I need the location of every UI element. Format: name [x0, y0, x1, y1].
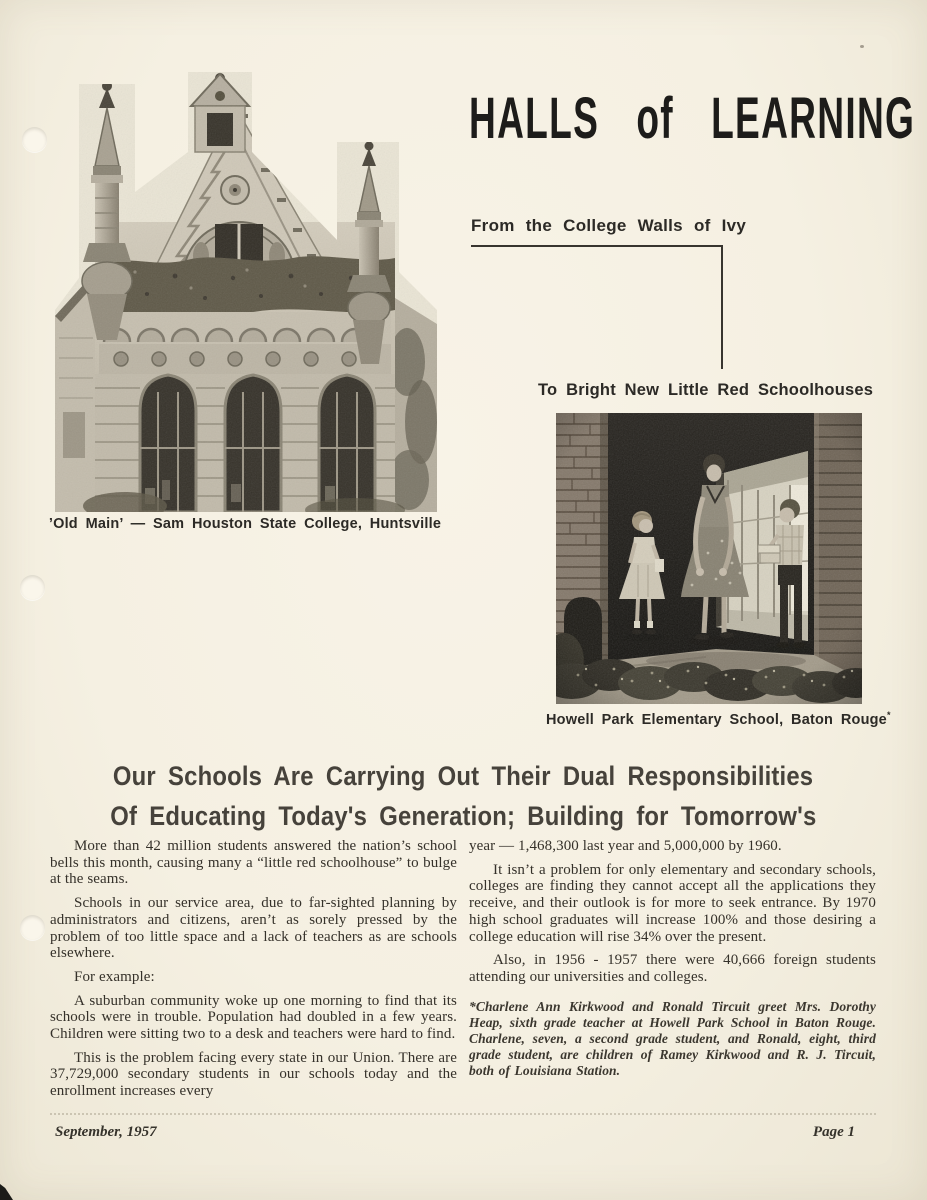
punch-hole — [22, 127, 47, 152]
page-title: HALLS of LEARNING — [469, 86, 916, 151]
caption-footnote-mark: * — [886, 710, 891, 720]
punch-hole — [20, 575, 45, 600]
paragraph: Also, in 1956 - 1957 there were 40,666 foreign students attending our universities and colleges. — [469, 952, 876, 985]
paragraph: Schools in our service area, due to far-sighted planning by administrators and citizens, aren’t as sorely pressed by the problem of too little space and a lack of teachers as are schools elsewhere. — [50, 895, 457, 962]
paragraph: year — 1,468,300 last year and 5,000,000 by 1960. — [469, 838, 782, 854]
old-main-caption: ’Old Main’ — Sam Houston State College, Huntsville — [48, 516, 442, 532]
section-headline — [40, 756, 887, 836]
issue-date: September, 1957 — [55, 1124, 157, 1140]
howell-park-photo — [556, 413, 862, 704]
kicker-schoolhouses: To Bright New Little Red Schoolhouses — [538, 381, 874, 399]
connector-line-vertical — [721, 245, 723, 369]
paragraph: This is the problem facing every state in our Union. There are 37,729,000 secondary students in our schools today and the enrollment increases every — [50, 1049, 457, 1100]
photo-footnote: *Charlene Ann Kirkwood and Ronald Tircuit greet Mrs. Dorothy Heap, sixth grade teacher at Howell Park School in Baton Rouge. Charlene, seven, a second grade student, and Ronald, eight, third grade student, are children of Ramey Kirkwood and R. J. Tircuit, both of Louisiana Station. — [469, 998, 876, 1078]
howell-park-caption: Howell Park Elementary School, Baton Rouge* — [546, 710, 891, 728]
body-column-left — [50, 838, 457, 1107]
paragraph: More than 42 million students answered the nation’s school bells this month, causing many a “little red schoolhouse” to bulge at the seams. — [50, 838, 457, 888]
old-main-photo — [55, 72, 437, 512]
footer-divider — [50, 1113, 876, 1115]
paragraph: A suburban community woke up one morning to find that its schools were in trouble. Population had doubled in a few years. Children were sitting two to a desk and teachers were hard to find. — [50, 992, 457, 1043]
punch-hole — [20, 915, 45, 940]
kicker-college: From the College Walls of Ivy — [471, 216, 747, 235]
body-column-right — [469, 838, 876, 1092]
headline-line-2: Of Educating Today's Generation; Building for Tomorrow's — [110, 801, 817, 831]
headline-line-1: Our Schools Are Carrying Out Their Dual Responsibilities — [113, 761, 814, 791]
page-number: Page 1 — [812, 1124, 855, 1140]
paragraph: For example: — [74, 968, 155, 985]
connector-line-horizontal — [471, 245, 723, 247]
paper-speck — [860, 45, 864, 48]
paper-corner-mark — [0, 1184, 13, 1200]
paragraph: It isn’t a problem for only elementary and secondary schools, colleges are finding they cannot accept all the applications they receive, and their outlook is for more to seek entrance. By 1970 high school graduates will increase 100% and those desiring a college education will rise 34% over the present. — [469, 861, 876, 945]
